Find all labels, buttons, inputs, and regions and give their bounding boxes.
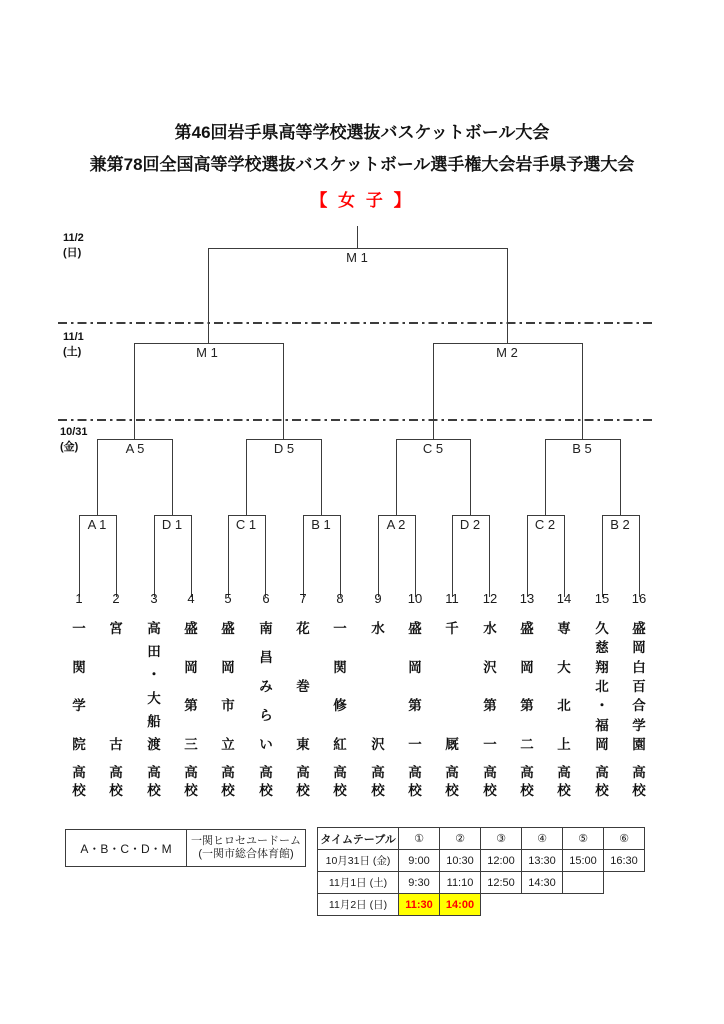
team-name-char: 沢 — [483, 659, 497, 675]
bracket-line — [396, 439, 397, 515]
team-name-char: 校 — [184, 782, 198, 798]
team-name-char: 古 — [109, 737, 123, 752]
team-name-char: 第 — [408, 698, 422, 714]
timetable-header-cell: ① — [399, 828, 440, 850]
team-name-char: 校 — [595, 782, 609, 798]
team-name-char: 一 — [333, 621, 347, 636]
bracket-line — [97, 439, 98, 515]
team-name-char: 高 — [221, 765, 235, 780]
team-name — [333, 622, 347, 752]
team-name-char: 岡 — [221, 659, 235, 675]
team-name-char: 高 — [371, 765, 385, 780]
team-name — [520, 622, 534, 752]
team-name-char: 校 — [221, 782, 235, 798]
bracket-line — [620, 439, 621, 515]
match-label-quarterfinal: B 5 — [572, 441, 592, 456]
bracket-line — [116, 515, 117, 597]
match-label-semifinal: M 1 — [196, 345, 218, 360]
bracket-line — [134, 343, 135, 439]
match-label-semifinal: M 2 — [496, 345, 518, 360]
timetable — [317, 827, 645, 916]
match-label-quarterfinal: D 5 — [273, 441, 295, 456]
team-name-suffix — [483, 764, 497, 799]
team-column — [480, 592, 500, 799]
team-name-char: 校 — [445, 782, 459, 798]
bracket-line — [79, 515, 80, 597]
round-date: 11/1 — [63, 331, 84, 343]
team-name-char: 昌 — [259, 650, 273, 665]
team-column — [592, 592, 612, 799]
timetable-header-cell: ④ — [522, 828, 563, 850]
team-column — [106, 592, 126, 799]
round-date-semifinal — [63, 330, 84, 360]
team-name-char: ・ — [147, 667, 161, 683]
team-name-char: 紅 — [333, 736, 347, 752]
team-name-char: 上 — [557, 736, 571, 752]
team-seed: 11 — [445, 591, 459, 606]
venue-name: 一関ヒロセユードーム — [191, 834, 301, 847]
team-name-char: 校 — [333, 782, 347, 798]
team-name — [483, 622, 497, 752]
team-name-suffix — [109, 764, 123, 799]
timetable-date-cell: 11月1日 (土) — [318, 872, 399, 894]
team-seed: 12 — [482, 591, 498, 606]
team-name-char: ・ — [595, 698, 609, 714]
team-name-char: 盛 — [520, 621, 534, 636]
team-name — [221, 622, 235, 752]
team-name-char: 岡 — [520, 659, 534, 675]
team-column — [405, 592, 425, 799]
team-column — [181, 592, 201, 799]
team-name-char: 高 — [109, 765, 123, 780]
bracket-line — [564, 515, 565, 597]
team-name-char: 立 — [221, 736, 235, 752]
timetable-time-cell: 12:00 — [481, 850, 522, 872]
division-label: 【 女 子 】 — [310, 191, 414, 210]
bracket-line — [639, 515, 640, 597]
match-label-final: M 1 — [346, 250, 368, 265]
bracket-line — [357, 226, 358, 248]
team-name-char: 関 — [333, 659, 347, 675]
team-name-char: 宮 — [109, 621, 123, 636]
team-name-char: 沢 — [371, 737, 385, 752]
team-name-char: 一 — [483, 736, 497, 752]
timetable-time-cell: 16:30 — [604, 850, 645, 872]
team-name-char: 第 — [520, 698, 534, 714]
team-name — [408, 622, 422, 752]
team-seed: 13 — [519, 591, 535, 606]
bracket-line — [191, 515, 192, 597]
team-name-suffix — [520, 764, 534, 799]
team-name-char: 千 — [445, 621, 459, 636]
team-name-char: 校 — [109, 782, 123, 798]
timetable-date-cell: 10月31日 (金) — [318, 850, 399, 872]
team-name-suffix — [184, 764, 198, 799]
bracket-line — [507, 248, 508, 343]
team-column — [629, 592, 649, 799]
bracket-line — [415, 515, 416, 597]
timetable-row — [318, 894, 645, 916]
match-label-round1: D 1 — [161, 517, 183, 532]
match-label-round1: D 2 — [459, 517, 481, 532]
team-name-char: み — [259, 679, 273, 694]
timetable-header-cell: タイムテーブル — [318, 828, 399, 850]
day-divider-line — [58, 322, 655, 324]
bracket-line — [527, 515, 528, 597]
team-name-char: 岡 — [595, 736, 609, 752]
bracket-line — [433, 343, 434, 439]
team-name-char: 第 — [483, 698, 497, 714]
team-name — [445, 622, 459, 752]
team-name-char: 校 — [147, 782, 161, 798]
team-name-char: 校 — [296, 782, 310, 798]
team-name-char: 校 — [408, 782, 422, 798]
team-name-char: 高 — [72, 765, 86, 780]
timetable-header-cell: ⑤ — [563, 828, 604, 850]
team-name — [184, 622, 198, 752]
bracket-line — [582, 343, 583, 439]
team-name-char: 校 — [371, 782, 385, 798]
team-seed: 2 — [112, 591, 120, 606]
team-name — [632, 622, 646, 752]
team-name-suffix — [371, 764, 385, 799]
bracket-line — [489, 515, 490, 597]
team-name-char: 高 — [557, 765, 571, 780]
team-column — [442, 592, 462, 799]
match-label-round1: A 1 — [87, 517, 107, 532]
team-name-char: 水 — [371, 621, 385, 636]
team-column — [256, 592, 276, 799]
team-column — [554, 592, 574, 799]
bracket-line — [321, 439, 322, 515]
team-name-char: 岡 — [184, 659, 198, 675]
match-label-round1: C 1 — [235, 517, 257, 532]
timetable-date-cell: 11月2日 (日) — [318, 894, 399, 916]
team-name-char: 校 — [72, 782, 86, 798]
timetable-time-cell-highlighted: 11:30 — [399, 894, 440, 916]
team-name-char: 大 — [147, 690, 161, 706]
team-column — [218, 592, 238, 799]
timetable-time-cell: 9:30 — [399, 872, 440, 894]
team-column — [293, 592, 313, 799]
team-name-char: 盛 — [184, 621, 198, 636]
team-name-char: 校 — [259, 782, 273, 798]
team-name — [296, 622, 310, 752]
team-name-char: 久 — [595, 621, 609, 636]
match-label-quarterfinal: C 5 — [422, 441, 444, 456]
team-name-char: 岡 — [408, 659, 422, 675]
team-name-char: 大 — [557, 659, 571, 675]
page-title: 第46回岩手県高等学校選抜バスケットボール大会 — [174, 123, 550, 142]
team-seed: 5 — [224, 591, 232, 606]
team-name-char: 学 — [632, 717, 646, 733]
team-column — [330, 592, 350, 799]
team-name-char: 高 — [483, 765, 497, 780]
bracket-line — [208, 248, 209, 343]
bracket-line — [378, 515, 379, 597]
team-name — [109, 622, 123, 752]
bracket-line — [545, 439, 546, 515]
timetable-header-cell: ⑥ — [604, 828, 645, 850]
team-name-char: 高 — [333, 765, 347, 780]
team-name-suffix — [408, 764, 422, 799]
team-column — [368, 592, 388, 799]
team-seed: 15 — [594, 591, 610, 606]
team-seed: 8 — [336, 591, 344, 606]
team-name — [557, 622, 571, 752]
team-name-char: 東 — [296, 737, 310, 752]
team-name-char: 二 — [520, 736, 534, 752]
team-column — [517, 592, 537, 799]
bracket-line — [228, 515, 229, 597]
team-name-char: 高 — [259, 765, 273, 780]
team-name-char: 専 — [557, 621, 571, 636]
timetable-header-cell: ② — [440, 828, 481, 850]
page-subtitle: 兼第78回全国高等学校選抜バスケットボール選手権大会岩手県予選大会 — [89, 155, 635, 174]
match-label-round1: C 2 — [534, 517, 556, 532]
team-name-char: 盛 — [408, 621, 422, 636]
team-name-char: 校 — [632, 782, 646, 798]
round-date-final — [63, 231, 84, 261]
bracket-line — [265, 515, 266, 597]
round-day: (金) — [60, 441, 79, 453]
team-name-char: 学 — [72, 698, 86, 714]
bracket-line — [340, 515, 341, 597]
bracket-line — [602, 515, 603, 597]
team-name — [259, 622, 273, 752]
team-seed: 9 — [374, 591, 382, 606]
bracket-line — [154, 515, 155, 597]
team-name-char: 田 — [147, 644, 161, 660]
team-seed: 10 — [407, 591, 423, 606]
bracket-line — [303, 515, 304, 597]
bracket-line — [283, 343, 284, 439]
match-label-round1: B 1 — [311, 517, 331, 532]
team-seed: 14 — [556, 591, 572, 606]
team-seed: 7 — [299, 591, 307, 606]
team-name-char: 校 — [520, 782, 534, 798]
team-seed: 3 — [150, 591, 158, 606]
timetable-row — [318, 872, 645, 894]
team-name-suffix — [333, 764, 347, 799]
venue-courts: A・B・C・D・M — [66, 830, 187, 867]
timetable-header-row — [318, 828, 645, 850]
bracket-line — [452, 515, 453, 597]
team-name-suffix — [221, 764, 235, 799]
timetable-time-cell: 13:30 — [522, 850, 563, 872]
team-name-suffix — [72, 764, 86, 799]
team-name-char: 一 — [72, 621, 86, 636]
team-name-char: 慈 — [595, 640, 609, 656]
team-name-char: 校 — [483, 782, 497, 798]
timetable-time-cell: 14:30 — [522, 872, 563, 894]
round-day: (日) — [63, 247, 82, 259]
team-name-suffix — [632, 764, 646, 799]
team-name-char: 高 — [184, 765, 198, 780]
match-label-quarterfinal: A 5 — [125, 441, 145, 456]
team-name-char: 高 — [595, 765, 609, 780]
team-name-char: 高 — [445, 765, 459, 780]
timetable-time-cell: 11:10 — [440, 872, 481, 894]
round-date: 10/31 — [60, 426, 88, 438]
round-date-quarterfinal — [60, 425, 88, 455]
team-name-suffix — [445, 764, 459, 799]
team-name-char: 関 — [72, 659, 86, 675]
team-column — [69, 592, 89, 799]
team-name-char: ら — [259, 708, 273, 723]
team-name-char: 高 — [408, 765, 422, 780]
team-name-char: 高 — [632, 765, 646, 780]
team-name-char: 厩 — [445, 737, 459, 752]
team-name-suffix — [296, 764, 310, 799]
match-label-round1: B 2 — [610, 517, 630, 532]
team-name-char: 高 — [296, 765, 310, 780]
team-name-char: 船 — [147, 713, 161, 729]
team-name — [72, 622, 86, 752]
timetable-time-cell — [563, 872, 604, 894]
team-name-char: 渡 — [147, 736, 161, 752]
team-name-char: 北 — [595, 678, 609, 694]
team-name-char: 高 — [147, 765, 161, 780]
team-name — [595, 622, 609, 752]
team-name-suffix — [557, 764, 571, 799]
team-name-char: 園 — [632, 736, 646, 752]
round-date: 11/2 — [63, 232, 84, 244]
team-name-char: 水 — [483, 621, 497, 636]
team-name-char: 校 — [557, 782, 571, 798]
team-name-char: 盛 — [632, 621, 646, 636]
team-name-char: 岡 — [632, 640, 646, 656]
team-name-char: 高 — [147, 621, 161, 636]
team-name-char: 市 — [221, 698, 235, 714]
team-name-char: 一 — [408, 736, 422, 752]
timetable-time-cell: 15:00 — [563, 850, 604, 872]
timetable-time-cell-highlighted: 14:00 — [440, 894, 481, 916]
team-name-char: 百 — [632, 678, 646, 694]
team-name-char: 花 — [296, 621, 310, 636]
team-seed: 1 — [75, 591, 83, 606]
team-name-char: い — [259, 737, 273, 752]
team-column — [144, 592, 164, 799]
team-seed: 16 — [631, 591, 647, 606]
bracket-line — [172, 439, 173, 515]
team-name-char: 翔 — [595, 659, 609, 675]
venue-table — [65, 829, 306, 867]
match-label-round1: A 2 — [386, 517, 406, 532]
team-name-char: 高 — [520, 765, 534, 780]
team-name-char: 巻 — [296, 679, 310, 694]
venue-name-cell — [187, 830, 306, 867]
timetable-time-cell: 10:30 — [440, 850, 481, 872]
team-name-char: 福 — [595, 717, 609, 733]
team-name — [371, 622, 385, 752]
bracket-line — [246, 439, 247, 515]
timetable-row — [318, 850, 645, 872]
bracket-line — [470, 439, 471, 515]
team-name-suffix — [595, 764, 609, 799]
venue-subname: (一関市総合体育館) — [198, 848, 294, 860]
team-name — [147, 622, 161, 752]
timetable-time-cell: 9:00 — [399, 850, 440, 872]
team-name-suffix — [259, 764, 273, 799]
team-name-char: 南 — [259, 621, 273, 636]
team-name-char: 合 — [632, 698, 646, 714]
day-divider-line — [58, 419, 655, 421]
team-name-char: 第 — [184, 698, 198, 714]
team-seed: 6 — [262, 591, 270, 606]
team-name-char: 修 — [333, 698, 347, 714]
team-seed: 4 — [187, 591, 195, 606]
timetable-header-cell: ③ — [481, 828, 522, 850]
team-name-char: 北 — [557, 698, 571, 714]
team-name-char: 白 — [632, 659, 646, 675]
timetable-time-cell: 12:50 — [481, 872, 522, 894]
team-name-char: 盛 — [221, 621, 235, 636]
team-name-char: 三 — [184, 736, 198, 752]
team-name-suffix — [147, 764, 161, 799]
round-day: (土) — [63, 346, 82, 358]
team-name-char: 院 — [72, 736, 86, 752]
